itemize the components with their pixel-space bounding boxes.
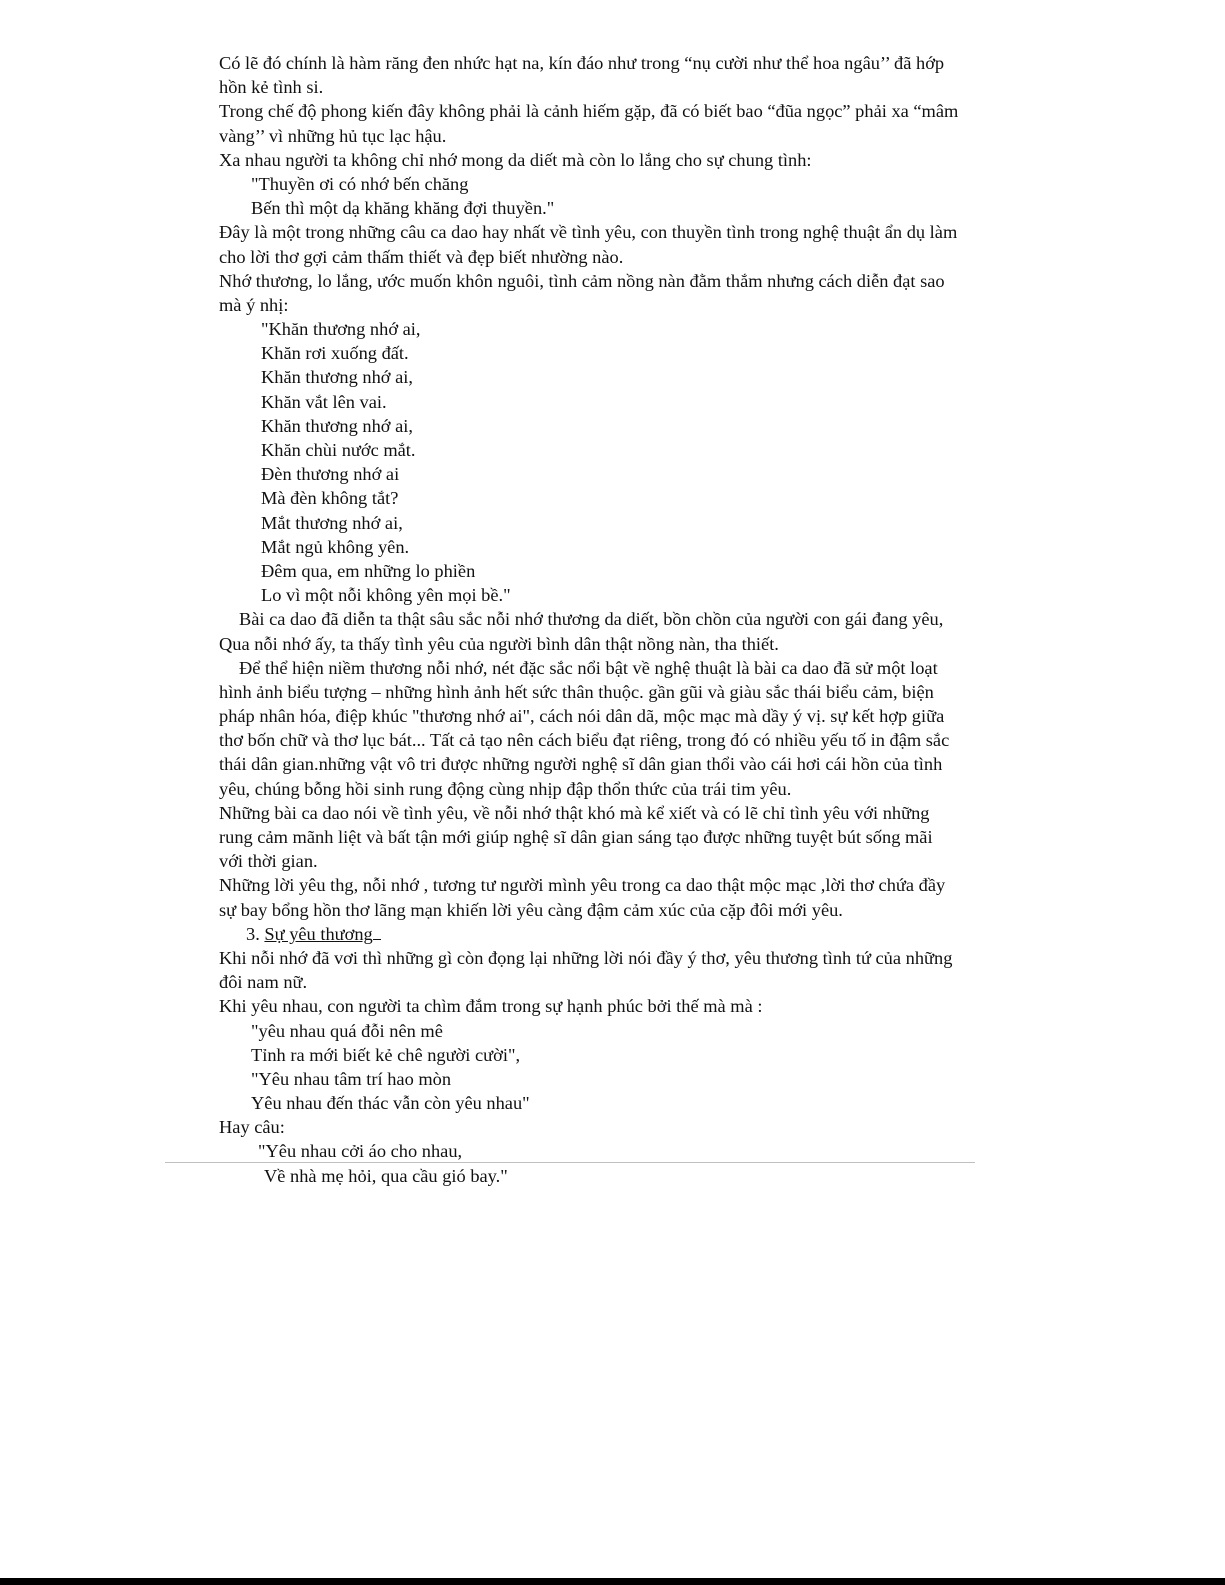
document-page (219, 51, 1009, 1188)
art-analysis-paragraph (219, 656, 1009, 922)
text-line: Để thể hiện niềm thương nỗi nhớ, nét đặc sắc nổi bật về nghệ thuật là bài ca dao đã sử một loạt (239, 657, 938, 678)
text-line: thơ bốn chữ và thơ lục bát... Tất cả tạo nên cách biểu đạt riêng, trong đó có nhiều yếu tố in đậm sắc (219, 730, 950, 751)
text-line: pháp nhân hóa, điệp khúc "thương nhớ ai", cách nói dân dã, mộc mạc mà dầy ý vị. sự kết hợp giữa (219, 706, 945, 727)
text-line: sự bay bổng hồn thơ lãng mạn khiến lời yêu càng đậm cảm xúc của cặp đôi mới yêu. (219, 899, 843, 920)
verse-line: "yêu nhau quá đỗi nên mê (251, 1020, 443, 1041)
text-line: Bài ca dao đã diễn ta thật sâu sắc nỗi nhớ thương da diết, bồn chồn của người con gái đang yêu, (239, 609, 944, 630)
text-line: Trong chế độ phong kiến đây không phải là cảnh hiếm gặp, đã có biết bao “đũa ngọc” phải xa “mâm (219, 101, 959, 122)
verse-line: Khăn vắt lên vai. (261, 391, 387, 412)
text-line: Qua nỗi nhớ ấy, ta thấy tình yêu của người bình dân thật nồng nàn, tha thiết. (219, 633, 779, 654)
text-line: hồn kẻ tình si. (219, 77, 324, 98)
section-heading (219, 922, 1009, 946)
verse-line: Mà đèn không tắt? (261, 488, 399, 509)
verse-line: "Thuyền ơi có nhớ bến chăng (251, 173, 469, 194)
text-line: Xa nhau người ta không chỉ nhớ mong da diết mà còn lo lắng cho sự chung tình: (219, 149, 812, 170)
text-line: với thời gian. (219, 851, 318, 872)
text-line: rung cảm mãnh liệt và bất tận mới giúp nghệ sĩ dân gian sáng tạo được những tuyệt bút sống mãi (219, 827, 933, 847)
verse-line: Khăn chùi nước mắt. (261, 440, 416, 460)
text-line: đôi nam nữ. (219, 972, 308, 993)
text-line: Hay câu: (219, 1117, 285, 1138)
verse-line: Mắt thương nhớ ai, (261, 512, 403, 533)
verse-line: Khăn thương nhớ ai, (261, 367, 414, 388)
text-line: Khi yêu nhau, con người ta chìm đắm trong sự hạnh phúc bởi thế mà mà : (219, 996, 763, 1017)
verse-line: Đêm qua, em những lo phiền (261, 560, 476, 581)
love-paragraph (219, 946, 1009, 1019)
verse-line: "Yêu nhau tâm trí hao mòn (251, 1068, 452, 1089)
text-line: thái dân gian.những vật vô tri được những người nghệ sĩ dân gian thổi vào cái hơi cái hồn của tình (219, 754, 943, 775)
analysis-paragraph (219, 220, 1009, 317)
verse-line: Bến thì một dạ khăng khăng đợi thuyền." (251, 198, 555, 219)
verse-line: Đèn thương nhớ ai (261, 464, 400, 485)
verse-line: Về nhà mẹ hỏi, qua cầu gió bay." (264, 1165, 508, 1186)
verse-thuyen (219, 172, 1009, 220)
verse-line: "Yêu nhau cởi áo cho nhau, (258, 1141, 463, 1162)
text-line: cho lời thơ gợi cảm thấm thiết và đẹp biết nhường nào. (219, 246, 624, 267)
verse-coi-ao (219, 1139, 1009, 1187)
text-line: hình ảnh biểu tượng – những hình ảnh hết sức thân thuộc. gần gũi và giàu sắc thái biểu cảm, biện (219, 681, 934, 702)
verse-line: Khăn rơi xuống đất. (261, 343, 409, 364)
verse-yeu-nhau (219, 1019, 1009, 1116)
text-line: Đây là một trong những câu ca dao hay nhất về tình yêu, con thuyền tình trong nghệ thuật ẩn dụ làm (219, 222, 958, 243)
heading-number: 3. (246, 923, 260, 944)
text-line: Nhớ thương, lo lắng, ước muốn khôn nguôi, tình cảm nồng nàn đằm thắm nhưng cách diễn đạt sao (219, 270, 945, 291)
verse-khan-thuong (219, 317, 1009, 607)
heading-underline (373, 939, 381, 940)
text-line: Những bài ca dao nói về tình yêu, về nỗi nhớ thật khó mà kể xiết và có lẽ chỉ tình yêu với những (219, 802, 930, 823)
commentary-paragraph (219, 607, 1009, 655)
text-line: yêu, chúng bỗng hồi sinh rung động cùng nhịp đập thổn thức của trái tim yêu. (219, 778, 792, 799)
verse-line: Tỉnh ra mới biết kẻ chê người cười", (251, 1044, 521, 1065)
text-line: Có lẽ đó chính là hàm răng đen nhức hạt na, kín đáo như trong “nụ cười như thể hoa ngâu’’ đã hớp (219, 53, 945, 73)
text-line: mà ý nhị: (219, 294, 289, 315)
verse-line: Khăn thương nhớ ai, (261, 415, 414, 436)
text-line: vàng’’ vì những hủ tục lạc hậu. (219, 125, 447, 146)
verse-line: Yêu nhau đến thác vẫn còn yêu nhau" (251, 1093, 530, 1114)
verse-line: Lo vì một nỗi không yên mọi bề." (261, 585, 511, 606)
page-divider (165, 1162, 975, 1163)
page-bottom-edge (0, 1578, 1225, 1585)
intro-paragraph (219, 51, 1009, 172)
verse-line: "Khăn thương nhớ ai, (261, 319, 421, 340)
text-line: Những lời yêu thg, nỗi nhớ , tương tư người mình yêu trong ca dao thật mộc mạc ,lời thơ chứa đầy (219, 875, 946, 896)
verse-line: Mắt ngủ không yên. (261, 536, 410, 557)
heading-title: Sự yêu thương (264, 923, 373, 944)
text-line: Khi nỗi nhớ đã vơi thì những gì còn đọng lại những lời nói đầy ý thơ, yêu thương tình tứ của những (219, 947, 953, 968)
